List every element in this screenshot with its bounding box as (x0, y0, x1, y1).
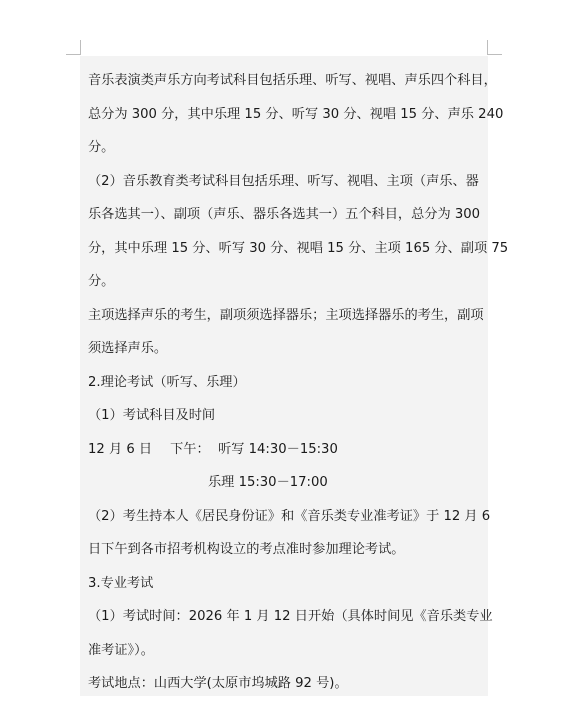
paragraph-line: 分，其中乐理 15 分、听写 30 分、视唱 15 分、主项 165 分、副项 75 (88, 240, 509, 256)
paragraph-line: 总分为 300 分，其中乐理 15 分、听写 30 分、视唱 15 分、声乐 240 (88, 106, 504, 122)
paragraph-line: 音乐表演类声乐方向考试科目包括乐理、听写、视唱、声乐四个科目， (88, 73, 497, 88)
paragraph-line: 准考证》）。 (88, 642, 154, 658)
paragraph-line: 乐各选其一）、副项（声乐、器乐各选其一）五个科目，总分为 300 (88, 207, 481, 222)
paragraph-line: （1）考试时间：2026 年 1 月 12 日开始（具体时间见《音乐类专业 (88, 609, 493, 624)
schedule-period: 下午： (170, 441, 210, 457)
document-body (88, 64, 509, 701)
paragraph-line: 主项选择声乐的考生，副项须选择器乐；主项选择器乐的考生，副项 (88, 307, 484, 323)
paragraph-line: 须选择声乐。 (88, 341, 168, 356)
paragraph-line: （2）考生持本人《居民身份证》和《音乐类专业准考证》于 12 月 6 (88, 508, 491, 524)
margin-marker-top-right (487, 40, 488, 55)
section-heading: 3.专业考试 (88, 575, 154, 591)
subsection-heading: （1）考试科目及时间 (88, 408, 216, 423)
margin-marker-top-left (66, 54, 80, 55)
schedule-date: 12 月 6 日 (88, 441, 153, 457)
paragraph-line: 分。 (88, 140, 115, 155)
schedule-first-exam: 听写 14:30－15:30 (218, 441, 338, 457)
margin-marker-top-left (80, 40, 81, 55)
paragraph-line: 分。 (88, 274, 115, 289)
schedule-second-exam: 乐理 15:30－17:00 (208, 475, 328, 490)
paragraph-line: 考试地点：山西大学(太原市坞城路 92 号)。 (88, 676, 348, 691)
schedule-line (88, 433, 488, 467)
paragraph-line: （2）音乐教育类考试科目包括乐理、听写、视唱、主项（声乐、器 (88, 173, 479, 189)
section-heading: 2.理论考试（听写、乐理） (88, 374, 246, 390)
paragraph-line: 日下午到各市招考机构设立的考点准时参加理论考试。 (88, 542, 405, 557)
margin-marker-top-right (488, 54, 502, 55)
